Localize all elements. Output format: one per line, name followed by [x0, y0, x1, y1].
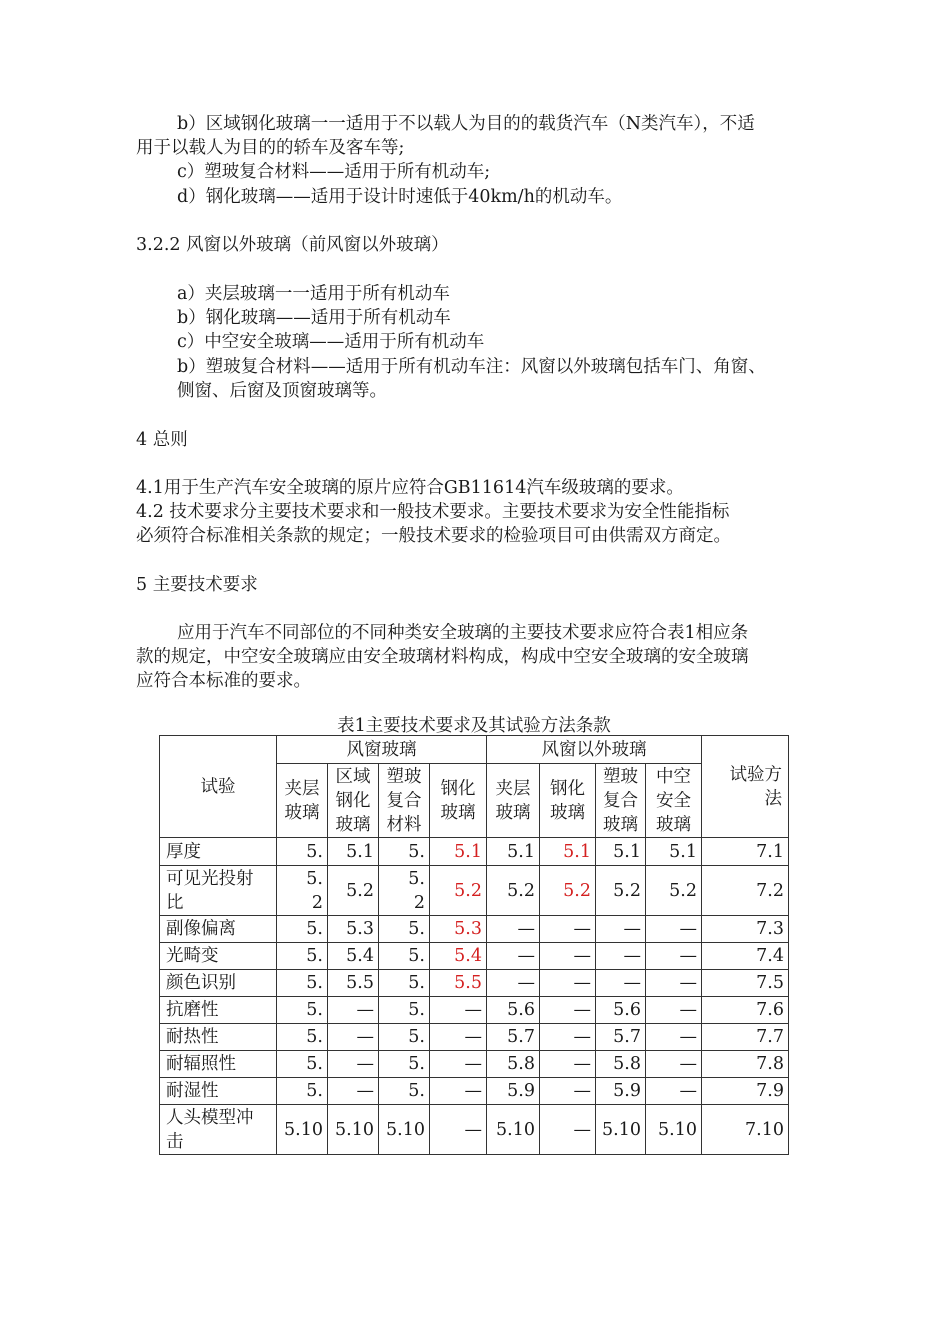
text-line: c）塑玻复合材料——适用于所有机动车; — [177, 162, 491, 182]
text-line: 侧窗、后窗及顶窗玻璃等。 — [177, 381, 387, 401]
table-caption: 表1主要技术要求及其试验方法条款 — [337, 716, 611, 736]
column-header: 夹层 玻璃 — [487, 764, 540, 838]
table-cell: 5. — [379, 1078, 430, 1105]
table-cell: 5. — [277, 970, 328, 997]
table-cell: 5. — [379, 997, 430, 1024]
table-cell: — — [540, 1078, 596, 1105]
table-cell: 5.1 — [596, 838, 646, 866]
table-cell: 5.2 — [487, 866, 540, 916]
table-row — [160, 1105, 789, 1155]
text-line: 必须符合标准相关条款的规定；一般技术要求的检验项目可由供需双方商定。 — [136, 526, 731, 546]
table-cell: 5. — [277, 997, 328, 1024]
table-row — [160, 1024, 789, 1051]
table-cell: — — [540, 997, 596, 1024]
table-cell: 5.2 — [328, 866, 379, 916]
column-header: 钢化 玻璃 — [430, 764, 487, 838]
group-header-other-glass: 风窗以外玻璃 — [487, 736, 702, 764]
method-header: 试验方 法 — [702, 736, 789, 838]
table-cell: 5.1 — [328, 838, 379, 866]
table-cell: 5.9 — [596, 1078, 646, 1105]
table-cell: — — [646, 916, 702, 943]
method-cell: 7.7 — [702, 1024, 789, 1051]
table-cell: — — [328, 997, 379, 1024]
row-label: 耐湿性 — [160, 1078, 277, 1105]
text-line: 4.2 技术要求分主要技术要求和一般技术要求。主要技术要求为安全性能指标 — [136, 502, 730, 522]
table-cell: — — [430, 1105, 487, 1155]
table-cell: 5.2 — [596, 866, 646, 916]
table-cell: 5.1 — [487, 838, 540, 866]
table-cell: 5.1 — [646, 838, 702, 866]
table-cell: 5. — [277, 1051, 328, 1078]
text-line: 用于以载人为目的的轿车及客车等; — [136, 138, 405, 158]
table-row — [160, 866, 789, 916]
table-cell: 5. — [379, 1051, 430, 1078]
table-row — [160, 916, 789, 943]
table-cell: 5.2 — [430, 866, 487, 916]
table-cell: 5. 2 — [379, 866, 430, 916]
text-line: d）钢化玻璃——适用于设计时速低于40km/h的机动车。 — [177, 187, 623, 207]
table-cell: — — [646, 943, 702, 970]
table-cell: — — [540, 1051, 596, 1078]
text-line: b）钢化玻璃——适用于所有机动车 — [177, 308, 451, 328]
table-cell: 5.1 — [540, 838, 596, 866]
text-line: b）区域钢化玻璃一一适用于不以载人为目的的载货汽车（N类汽车），不适 — [177, 114, 755, 134]
table-cell: — — [430, 1078, 487, 1105]
table-cell: 5.7 — [596, 1024, 646, 1051]
test-header: 试验 — [160, 736, 277, 838]
table-cell: 5. — [277, 838, 328, 866]
method-cell: 7.5 — [702, 970, 789, 997]
table-cell: 5.8 — [596, 1051, 646, 1078]
table-cell: — — [540, 943, 596, 970]
column-header: 中空 安全 玻璃 — [646, 764, 702, 838]
table-cell: — — [596, 943, 646, 970]
table-cell: — — [487, 970, 540, 997]
table-cell: — — [596, 970, 646, 997]
table-cell: 5. — [379, 838, 430, 866]
row-label: 光畸变 — [160, 943, 277, 970]
table-row — [160, 943, 789, 970]
table-cell: — — [328, 1078, 379, 1105]
method-cell: 7.4 — [702, 943, 789, 970]
table-cell: 5.3 — [430, 916, 487, 943]
table-cell: — — [328, 1024, 379, 1051]
table-cell: 5.10 — [328, 1105, 379, 1155]
table-cell: 5.8 — [487, 1051, 540, 1078]
group-header-windshield: 风窗玻璃 — [277, 736, 487, 764]
table-row — [160, 1051, 789, 1078]
table-cell: — — [646, 997, 702, 1024]
column-header: 夹层 玻璃 — [277, 764, 328, 838]
table-cell: 5. — [379, 970, 430, 997]
method-cell: 7.8 — [702, 1051, 789, 1078]
row-label: 抗磨性 — [160, 997, 277, 1024]
text-line: b）塑玻复合材料——适用于所有机动车注：风窗以外玻璃包括车门、角窗、 — [177, 357, 766, 377]
table-row — [160, 997, 789, 1024]
text-line: 应符合本标准的要求。 — [136, 671, 311, 691]
table-cell: — — [646, 1051, 702, 1078]
section-heading: 4 总则 — [136, 430, 188, 450]
table-cell: — — [430, 1051, 487, 1078]
text-line: 4.1用于生产汽车安全玻璃的原片应符合GB11614汽车级玻璃的要求。 — [136, 478, 684, 498]
table-cell: 5. — [277, 1078, 328, 1105]
column-header: 区域 钢化 玻璃 — [328, 764, 379, 838]
table-cell: 5. 2 — [277, 866, 328, 916]
table-cell: — — [646, 970, 702, 997]
table-cell: 5. — [277, 1024, 328, 1051]
method-cell: 7.1 — [702, 838, 789, 866]
table-cell: — — [487, 916, 540, 943]
table-row — [160, 838, 789, 866]
table-cell: 5.10 — [596, 1105, 646, 1155]
column-header: 钢化 玻璃 — [540, 764, 596, 838]
table-cell: 5.2 — [646, 866, 702, 916]
table-cell: 5.10 — [487, 1105, 540, 1155]
table-cell: — — [596, 916, 646, 943]
table-cell: 5.10 — [646, 1105, 702, 1155]
table-cell: 5.4 — [328, 943, 379, 970]
table-cell: — — [430, 997, 487, 1024]
table-cell: — — [540, 970, 596, 997]
table-cell: 5.10 — [379, 1105, 430, 1155]
row-label: 可见光投射 比 — [160, 866, 277, 916]
table-cell: — — [540, 1024, 596, 1051]
table-cell: 5. — [379, 1024, 430, 1051]
table-cell: 5.9 — [487, 1078, 540, 1105]
table-cell: 5. — [277, 943, 328, 970]
text-line: c）中空安全玻璃——适用于所有机动车 — [177, 332, 485, 352]
table-cell: — — [328, 1051, 379, 1078]
table-cell: 5. — [379, 943, 430, 970]
table-cell: 5.6 — [487, 997, 540, 1024]
row-label: 厚度 — [160, 838, 277, 866]
table-row — [160, 970, 789, 997]
text-line: 应用于汽车不同部位的不同种类安全玻璃的主要技术要求应符合表1相应条 — [177, 623, 749, 643]
table-cell: — — [430, 1024, 487, 1051]
table-cell: — — [646, 1078, 702, 1105]
table-cell: — — [646, 1024, 702, 1051]
table-cell: 5.7 — [487, 1024, 540, 1051]
text-line: 款的规定，中空安全玻璃应由安全玻璃材料构成，构成中空安全玻璃的安全玻璃 — [136, 647, 749, 667]
column-header: 塑玻 复合 玻璃 — [596, 764, 646, 838]
row-label: 颜色识别 — [160, 970, 277, 997]
table-cell: 5.10 — [277, 1105, 328, 1155]
table-cell: 5.3 — [328, 916, 379, 943]
table-cell: 5.4 — [430, 943, 487, 970]
table-cell: — — [540, 916, 596, 943]
method-cell: 7.10 — [702, 1105, 789, 1155]
column-header: 塑玻 复合 材料 — [379, 764, 430, 838]
table-cell: 5. — [379, 916, 430, 943]
table-row — [160, 1078, 789, 1105]
table-cell: — — [540, 1105, 596, 1155]
row-label: 耐热性 — [160, 1024, 277, 1051]
text-line: a）夹层玻璃一一适用于所有机动车 — [177, 284, 450, 304]
method-cell: 7.6 — [702, 997, 789, 1024]
row-label: 副像偏离 — [160, 916, 277, 943]
method-cell: 7.9 — [702, 1078, 789, 1105]
table-cell: 5.5 — [328, 970, 379, 997]
table-cell: 5.2 — [540, 866, 596, 916]
method-cell: 7.3 — [702, 916, 789, 943]
row-label: 人头模型冲 击 — [160, 1105, 277, 1155]
table-cell: — — [487, 943, 540, 970]
requirements-table — [159, 735, 789, 1155]
section-heading: 5 主要技术要求 — [136, 575, 258, 595]
table-cell: 5.5 — [430, 970, 487, 997]
table-cell: 5.6 — [596, 997, 646, 1024]
row-label: 耐辐照性 — [160, 1051, 277, 1078]
table-cell: 5. — [277, 916, 328, 943]
table-cell: 5.1 — [430, 838, 487, 866]
method-cell: 7.2 — [702, 866, 789, 916]
section-heading: 3.2.2 风窗以外玻璃（前风窗以外玻璃） — [136, 235, 449, 255]
